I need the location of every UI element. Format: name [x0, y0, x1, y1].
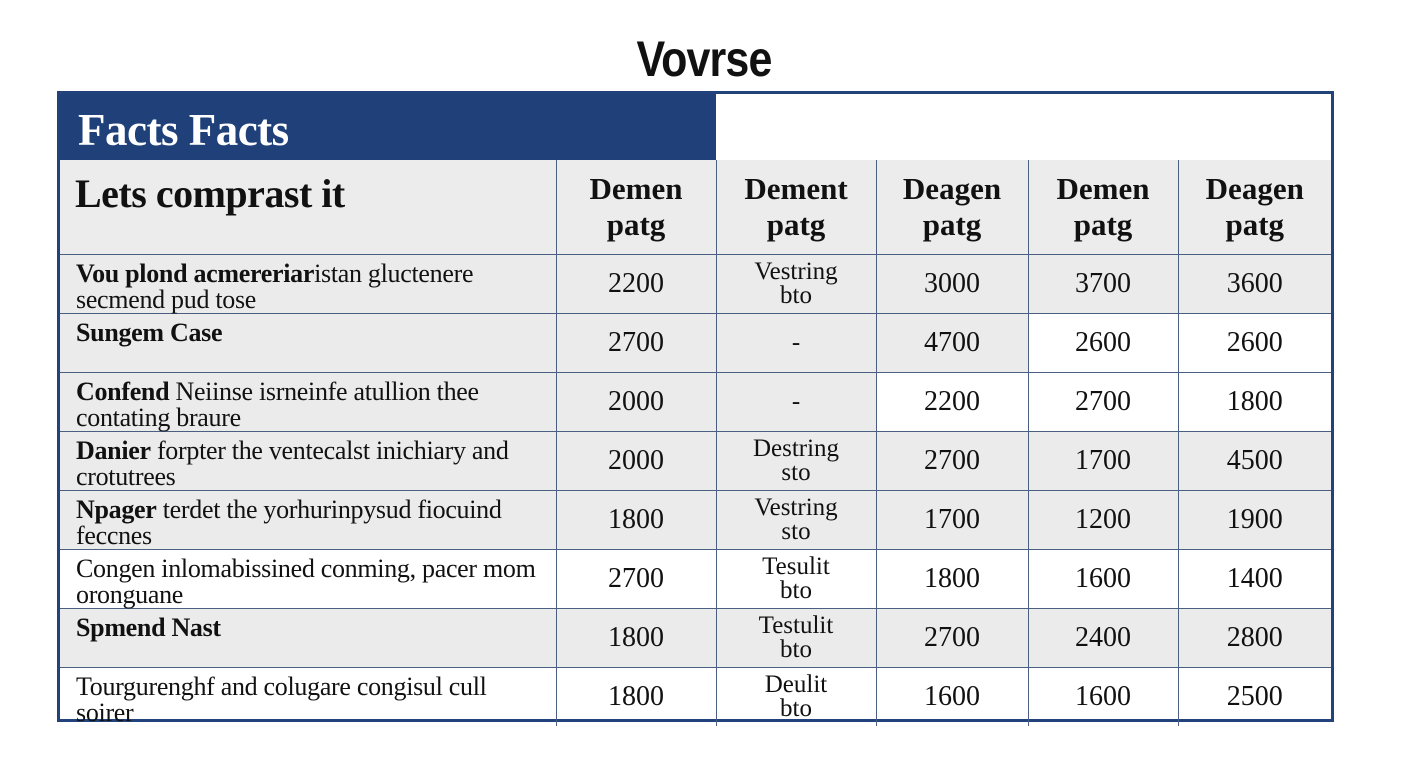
column-header-line1: Demen — [1056, 170, 1150, 206]
table-banner: Facts Facts — [60, 94, 716, 160]
cell-line2: bto — [780, 635, 812, 663]
row-label-text: Tourgurenghf and colugare congisul cull soirer — [76, 671, 487, 727]
table-cell: 1600 — [1028, 549, 1178, 608]
column-header — [716, 160, 876, 254]
cell-line1: - — [791, 387, 801, 415]
row-label-bold: Danier — [76, 435, 151, 465]
cell-line2: sto — [781, 458, 811, 486]
column-header — [1028, 160, 1178, 254]
row-label-text: istan gluctenere secmend pud tose — [76, 258, 474, 314]
table-row — [60, 372, 1331, 431]
table-cell: 1900 — [1178, 490, 1331, 549]
table-cell: 1800 — [556, 667, 716, 726]
column-header-line2: patg — [606, 206, 666, 242]
table-cell: 2700 — [876, 431, 1028, 490]
column-header-line1: Deagen — [1205, 170, 1304, 206]
cell-line2: bto — [780, 281, 812, 309]
column-header — [876, 160, 1028, 254]
table-cell: 2800 — [1178, 608, 1331, 667]
row-label-bold: Sungem Case — [76, 317, 223, 347]
row-label — [60, 313, 556, 372]
column-header — [1178, 160, 1331, 254]
table-row — [60, 313, 1331, 372]
table-row — [60, 549, 1331, 608]
column-header-line2: patg — [1225, 206, 1285, 242]
column-header-line1: Demen — [589, 170, 683, 206]
cell-line2: sto — [781, 517, 811, 545]
table-cell: 4500 — [1178, 431, 1331, 490]
table-row — [60, 490, 1331, 549]
row-label — [60, 254, 556, 313]
row-label — [60, 431, 556, 490]
table-cell: 2200 — [876, 372, 1028, 431]
table-cell: 2200 — [556, 254, 716, 313]
row-label-text: forpter the ventecalst inichiary and crotutrees — [76, 435, 509, 491]
table-cell — [716, 549, 876, 608]
column-header-line2: patg — [922, 206, 982, 242]
table-cell: 2700 — [556, 549, 716, 608]
row-label-text: Congen inlomabissined conming, pacer mom oronguane — [76, 553, 536, 609]
row-label — [60, 549, 556, 608]
facts-table-frame — [57, 91, 1334, 727]
table-row — [60, 431, 1331, 490]
table-cell: 1800 — [1178, 372, 1331, 431]
row-label-bold: Vou plond acmereriar — [76, 258, 315, 288]
cell-line1: Testulit — [758, 611, 834, 639]
banner-blank-area — [716, 94, 1331, 160]
row-label — [60, 608, 556, 667]
table-cell — [716, 372, 876, 431]
table-cell: 2000 — [556, 431, 716, 490]
table-cell: 1800 — [556, 608, 716, 667]
table-cell: 2000 — [556, 372, 716, 431]
table-cell: 1400 — [1178, 549, 1331, 608]
page-title: Vovrse — [636, 31, 772, 87]
cell-line2: bto — [780, 576, 812, 604]
table-cell — [716, 490, 876, 549]
column-header-line1: Deagen — [902, 170, 1002, 206]
cell-line1: Destring — [752, 434, 840, 462]
cell-line1: Deulit — [764, 670, 828, 698]
table-cell: 2400 — [1028, 608, 1178, 667]
cell-line1: Tesulit — [762, 552, 830, 580]
column-header-line2: patg — [1073, 206, 1133, 242]
table-row — [60, 608, 1331, 667]
table-cell: 1200 — [1028, 490, 1178, 549]
row-label-bold: Confend — [76, 376, 170, 406]
row-label-text: Neiinse isrneinfe atullion thee contating braure — [76, 376, 479, 432]
table-cell — [716, 313, 876, 372]
table-cell — [716, 667, 876, 726]
table-cell: 3000 — [876, 254, 1028, 313]
column-header-line1: Dement — [744, 170, 848, 206]
column-header-line2: patg — [766, 206, 826, 242]
row-label — [60, 667, 556, 726]
table-cell: 1600 — [876, 667, 1028, 726]
row-label — [60, 490, 556, 549]
table-cell: 2700 — [1028, 372, 1178, 431]
table-cell: 2600 — [1028, 313, 1178, 372]
table-cell: 1700 — [876, 490, 1028, 549]
cell-line1: - — [791, 328, 801, 356]
table-cell: 2600 — [1178, 313, 1331, 372]
column-header — [556, 160, 716, 254]
table-cell: 2500 — [1178, 667, 1331, 726]
table-cell — [716, 431, 876, 490]
table-cell: 1600 — [1028, 667, 1178, 726]
table-row — [60, 667, 1331, 726]
header-label: Lets comprast it — [60, 160, 556, 254]
table-cell: 2700 — [876, 608, 1028, 667]
table-cell: 2700 — [556, 313, 716, 372]
table-row — [60, 254, 1331, 313]
table-cell: 4700 — [876, 313, 1028, 372]
table-cell: 1800 — [876, 549, 1028, 608]
table-cell — [716, 254, 876, 313]
row-label — [60, 372, 556, 431]
table-cell: 3600 — [1178, 254, 1331, 313]
row-label-bold: Npager — [76, 494, 157, 524]
cell-line1: Vestring — [754, 257, 838, 285]
cell-line1: Vestring — [754, 493, 838, 521]
row-label-text: terdet the yorhurinpysud fiocuind feccnes — [76, 494, 502, 550]
table-header-row — [60, 160, 1331, 254]
row-label-bold: Spmend Nast — [76, 612, 221, 642]
table-cell: 3700 — [1028, 254, 1178, 313]
facts-table — [60, 160, 1331, 726]
table-cell — [716, 608, 876, 667]
table-cell: 1700 — [1028, 431, 1178, 490]
table-cell: 1800 — [556, 490, 716, 549]
cell-line2: bto — [780, 694, 812, 722]
